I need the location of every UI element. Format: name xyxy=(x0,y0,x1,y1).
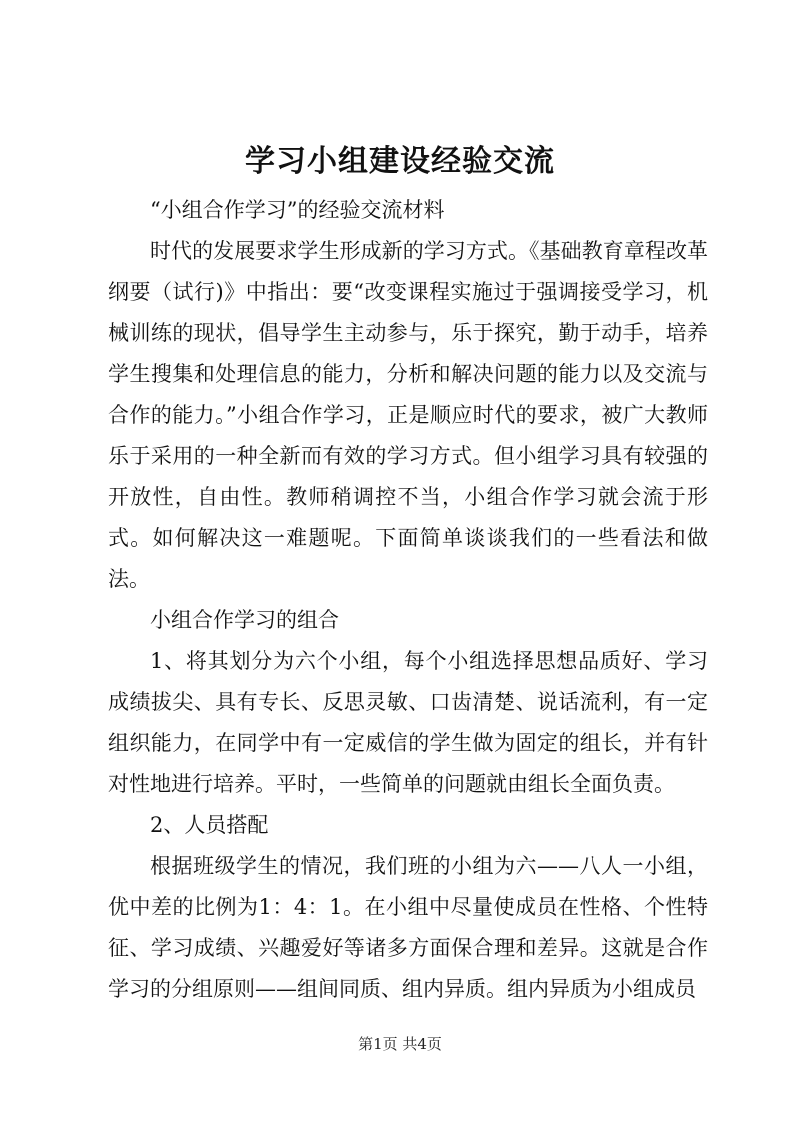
document-body xyxy=(108,190,708,1010)
page-footer: 第1页 共4页 xyxy=(358,1035,442,1053)
intro-paragraph: 时代的发展要求学生形成新的学习方式。《基础教育章程改革纲要（试行)》中指出：要“改变课程实施过于强调接受学习，机械训练的现状，倡导学生主动参与，乐于探究，勤于动手，培养学生搜集和处理信息的能力，分析和解决问题的能力以及交流与合作的能力。”小组合作学习，正是顺应时代的要求，被广大教师乐于采用的一种全新而有效的学习方式。但小组学习具有较强的开放性，自由性。教师稍调控不当，小组合作学习就会流于形式。如何解决这一难题呢。下面简单谈谈我们的一些看法和做法。 xyxy=(108,239,708,591)
point-1-paragraph: 1、将其划分为六个小组，每个小组选择思想品质好、学习成绩拔尖、具有专长、反思灵敏、口齿清楚、说话流利，有一定组织能力，在同学中有一定威信的学生做为固定的组长，并有针对性地进行培养。平时，一些简单的问题就由组长全面负责。 xyxy=(108,649,708,796)
section-heading: 小组合作学习的组合 xyxy=(150,608,339,632)
subtitle-paragraph: “小组合作学习”的经验交流材料 xyxy=(150,198,445,222)
grouping-paragraph: 根据班级学生的情况，我们班的小组为六——八人一小组，优中差的比例为1：4：1。在小组中尽量使成员在性格、个性特征、学习成绩、兴趣爱好等诸多方面保合理和差异。这就是合作学习的分组原则——组间同质、组内异质。组内异质为小组成员 xyxy=(108,854,708,1001)
point-2-heading: 2、人员搭配 xyxy=(150,813,269,837)
document-title: 学习小组建设经验交流 xyxy=(245,144,555,179)
